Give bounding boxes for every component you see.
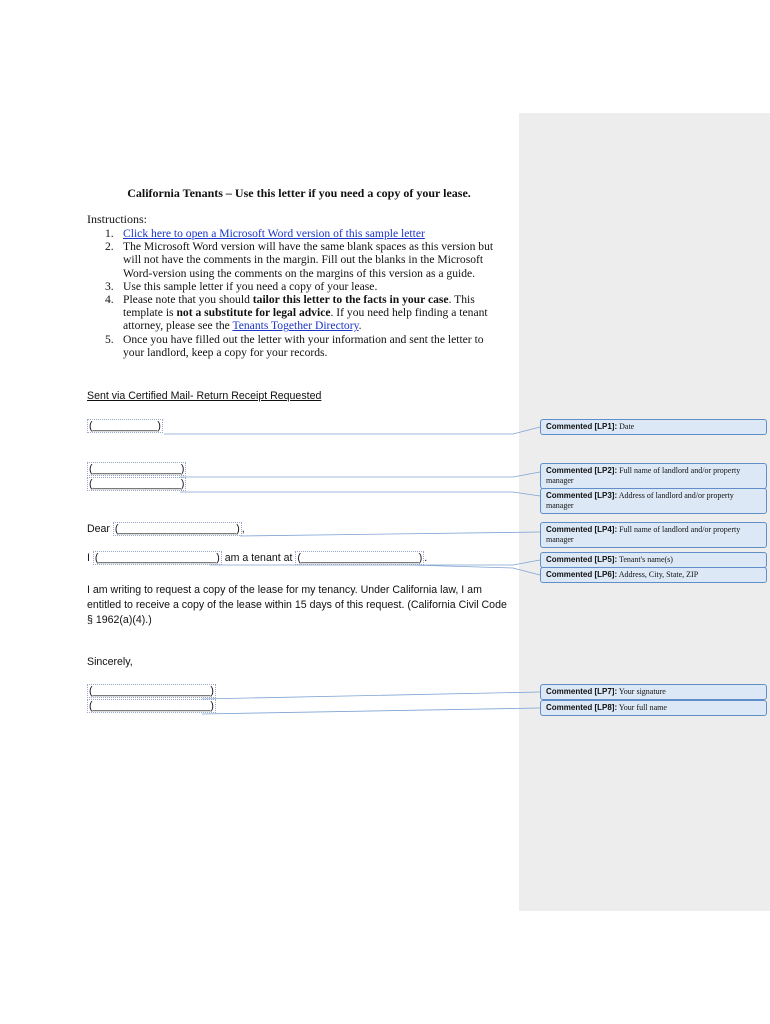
instruction-number: 1. — [105, 227, 114, 240]
rental-address-blank[interactable]: (____________________) — [297, 552, 423, 564]
instruction-text: The Microsoft Word version will have the same blank spaces as this version but will not have the comments in the margin. Fill out the blanks in the Microsoft Word-version using the comments on the margins of this version as a guide. — [123, 240, 494, 280]
comment-text: Your signature — [618, 687, 666, 696]
landlord-address-blank[interactable]: (_______________) — [89, 478, 185, 490]
statement-text: am a tenant at — [221, 552, 296, 564]
salutation-text: Dear — [87, 523, 113, 535]
comment-balloon-lp2[interactable] — [540, 463, 767, 489]
comment-text: Address of landlord and/or property manager — [546, 491, 734, 510]
comment-tag: Commented [LP3]: — [546, 491, 618, 500]
comment-tag: Commented [LP2]: — [546, 466, 618, 475]
comment-balloon-lp8[interactable] — [540, 700, 767, 716]
comment-tag: Commented [LP5]: — [546, 555, 618, 564]
instruction-text: Please note that you should — [123, 293, 253, 307]
comment-text: Full name of landlord and/or property manager — [546, 525, 741, 544]
instructions-label: Instructions: — [87, 212, 147, 226]
instruction-text: Once you have filled out the letter with your information and sent the letter to your landlord, keep a copy for your records. — [123, 332, 484, 359]
document-title: California Tenants – Use this letter if you need a copy of your lease. — [127, 186, 471, 200]
landlord-name-line — [87, 463, 186, 475]
landlord-name-blank[interactable]: (_______________) — [89, 463, 185, 475]
comment-balloon-lp3[interactable] — [540, 488, 767, 514]
comment-balloon-lp1[interactable] — [540, 419, 767, 435]
signature-line — [87, 685, 216, 697]
instruction-item-3 — [87, 280, 507, 293]
full-name-blank[interactable]: (____________________) — [89, 700, 214, 712]
comment-text: Your full name — [618, 703, 667, 712]
comment-balloon-lp5[interactable] — [540, 552, 767, 568]
closing-line: Sincerely, — [87, 656, 133, 668]
certified-mail-line: Sent via Certified Mail- Return Receipt Requested — [87, 390, 322, 402]
instruction-number: 4. — [105, 293, 114, 307]
salutation-comma: , — [241, 523, 245, 535]
statement-text: I — [87, 552, 93, 564]
instruction-item-4 — [87, 293, 507, 333]
landlord-salutation-blank[interactable]: (____________________) — [114, 523, 240, 535]
instruction-text: Use this sample letter if you need a copy of your lease. — [123, 279, 378, 293]
comment-text: Date — [619, 422, 635, 431]
instruction-number: 5. — [105, 332, 114, 346]
instruction-item-2 — [87, 240, 507, 280]
letter-body-paragraph: I am writing to request a copy of the lease for my tenancy. Under California law, I am entitled to receive a copy of the lease within 15 days of this request. (California Civil Code § 1962(a)(4).) — [87, 584, 507, 626]
comment-text: Tenant's name(s) — [618, 555, 673, 564]
tenant-statement-line — [87, 552, 427, 564]
instruction-item-1 — [87, 227, 507, 240]
comment-balloon-lp4[interactable] — [540, 522, 767, 548]
comment-tag: Commented [LP8]: — [546, 703, 618, 712]
comment-balloon-lp7[interactable] — [540, 684, 767, 700]
comment-tag: Commented [LP6]: — [546, 570, 618, 579]
instruction-number: 3. — [105, 279, 114, 293]
salutation-line — [87, 523, 245, 535]
instruction-text: . — [358, 319, 362, 333]
tenants-directory-link[interactable]: Tenants Together Directory — [232, 319, 359, 333]
instruction-text: . This template is — [123, 293, 475, 320]
statement-period: . — [424, 552, 428, 564]
instructions-list — [87, 227, 507, 359]
word-version-link[interactable]: Click here to open a Microsoft Word version of this sample letter — [123, 227, 425, 240]
comment-text: Address, City, State, ZIP — [618, 570, 699, 579]
instruction-number: 2. — [105, 240, 114, 254]
landlord-address-line — [87, 478, 186, 490]
comment-tag: Commented [LP4]: — [546, 525, 618, 534]
full-name-line — [87, 700, 216, 712]
instruction-emphasis: not a substitute for legal advice — [176, 306, 331, 320]
comment-balloon-lp6[interactable] — [540, 567, 767, 583]
instruction-emphasis: tailor this letter to the facts in your case — [252, 293, 449, 307]
date-line — [87, 420, 163, 432]
signature-blank[interactable]: (____________________) — [89, 685, 214, 697]
comment-tag: Commented [LP1]: — [546, 422, 618, 431]
date-blank[interactable]: (___________) — [89, 420, 161, 432]
comment-tag: Commented [LP7]: — [546, 687, 618, 696]
instruction-text: . If you need help finding a tenant attorney, please see the — [123, 306, 488, 333]
comment-text: Full name of landlord and/or property manager — [546, 466, 741, 485]
tenant-name-blank[interactable]: (____________________) — [94, 552, 220, 564]
instruction-item-5 — [87, 333, 507, 359]
